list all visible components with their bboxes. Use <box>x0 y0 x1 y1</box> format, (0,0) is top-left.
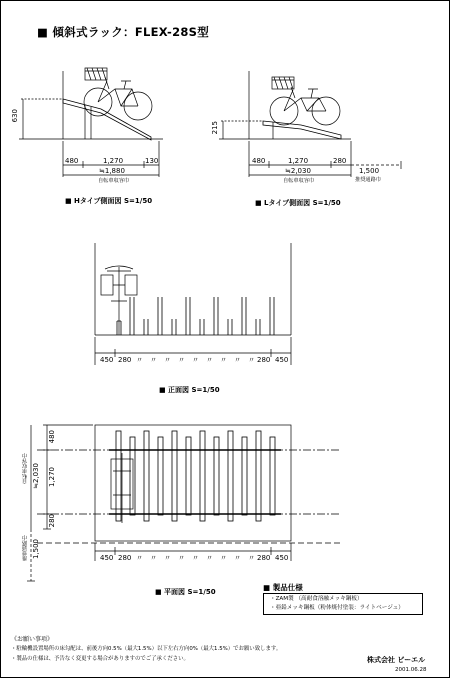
side-h-height: 630 <box>11 109 19 123</box>
plan-dim-7: 〃 <box>192 554 199 562</box>
side-view-l <box>219 71 401 177</box>
side-h-area-label: 自転車収容巾 <box>98 178 130 184</box>
plan-left-dim-3: 280 <box>48 514 56 528</box>
side-l-dim-1: 480 <box>252 157 266 165</box>
notes-line-2: ・製品の仕様は、予告なく変更する場合がありますのでご了承ください。 <box>11 656 189 662</box>
plan-dim-8: 〃 <box>206 554 213 562</box>
side-h-dim-2: 1,270 <box>103 157 124 165</box>
spec-line-1: ・ZAM製 （高耐食溶融メッキ鋼板） <box>270 596 363 602</box>
side-l-dim-2: 1,270 <box>288 157 309 165</box>
plan-dim-6: 〃 <box>178 554 185 562</box>
front-dim-10: 〃 <box>234 356 241 364</box>
plan-dim-11: 〃 <box>248 554 255 562</box>
side-view-h <box>19 68 163 177</box>
side-l-height: 215 <box>211 121 219 135</box>
front-dim-7: 〃 <box>192 356 199 364</box>
side-l-area-label: 自転車収容巾 <box>283 178 315 184</box>
plan-left-dim-2: 1,270 <box>48 467 56 488</box>
side-l-aisle: 1,500 <box>359 167 380 175</box>
drawing-title: ■ 傾斜式ラック：FLEX-28S型 <box>37 25 210 39</box>
front-dim-3: 〃 <box>136 356 143 364</box>
drawing-lines <box>1 1 450 679</box>
front-dim-12: 280 <box>257 356 271 364</box>
plan-dim-1: 450 <box>100 554 114 562</box>
spec-heading: ■ 製品仕様 <box>263 583 303 592</box>
plan-dim-13: 450 <box>275 554 289 562</box>
side-h-dim-1: 480 <box>65 157 79 165</box>
plan-left-dim-1: 480 <box>48 430 56 444</box>
front-dim-2: 280 <box>118 356 132 364</box>
side-h-total: ≒1,880 <box>99 167 125 175</box>
front-dim-6: 〃 <box>178 356 185 364</box>
plan-bike-width-label: 自転車収容巾 <box>22 453 28 485</box>
notes-heading: 《お願い事項》 <box>11 636 54 643</box>
drawing-date: 2001.06.28 <box>395 667 427 673</box>
plan-dim-2: 280 <box>118 554 132 562</box>
company-name: 株式会社 ビーエル <box>367 656 426 664</box>
notes-line-1: ・駐輪機設置場所の床勾配は、前後方向0.5%（最大1.5%）以下左右方向0%（最大1.5%）でお願い致します。 <box>11 646 282 652</box>
front-caption: ■ 正面図 S=1/50 <box>159 386 220 394</box>
plan-aisle-label: 推奨通路巾 <box>22 535 28 561</box>
plan-aisle: 1,500 <box>32 539 40 560</box>
front-dim-4: 〃 <box>150 356 157 364</box>
front-dim-13: 450 <box>275 356 289 364</box>
spec-box <box>263 593 423 615</box>
plan-dim-3: 〃 <box>136 554 143 562</box>
plan-dim-12: 280 <box>257 554 271 562</box>
front-dim-8: 〃 <box>206 356 213 364</box>
spec-line-2: ・亜鉛メッキ鋼板（粉体焼付塗装：ライトベージュ） <box>270 605 404 611</box>
plan-dim-5: 〃 <box>164 554 171 562</box>
plan-caption: ■ 平面図 S=1/50 <box>155 588 216 596</box>
side-h-caption: ■ Hタイプ側面図 S=1/50 <box>65 197 153 205</box>
side-l-dim-3: 280 <box>333 157 347 165</box>
front-view <box>95 243 291 365</box>
front-dim-9: 〃 <box>220 356 227 364</box>
front-dim-5: 〃 <box>164 356 171 364</box>
plan-dim-9: 〃 <box>220 554 227 562</box>
side-l-aisle-label: 推奨通路巾 <box>355 177 381 183</box>
side-l-total: ≒2,030 <box>285 167 311 175</box>
side-h-dim-3: 130 <box>145 157 159 165</box>
plan-dim-10: 〃 <box>234 554 241 562</box>
plan-bike-width: ≒2,030 <box>32 463 40 489</box>
front-dim-1: 450 <box>100 356 114 364</box>
front-dim-11: 〃 <box>248 356 255 364</box>
plan-dim-4: 〃 <box>150 554 157 562</box>
side-l-caption: ■ Lタイプ側面図 S=1/50 <box>255 199 341 207</box>
